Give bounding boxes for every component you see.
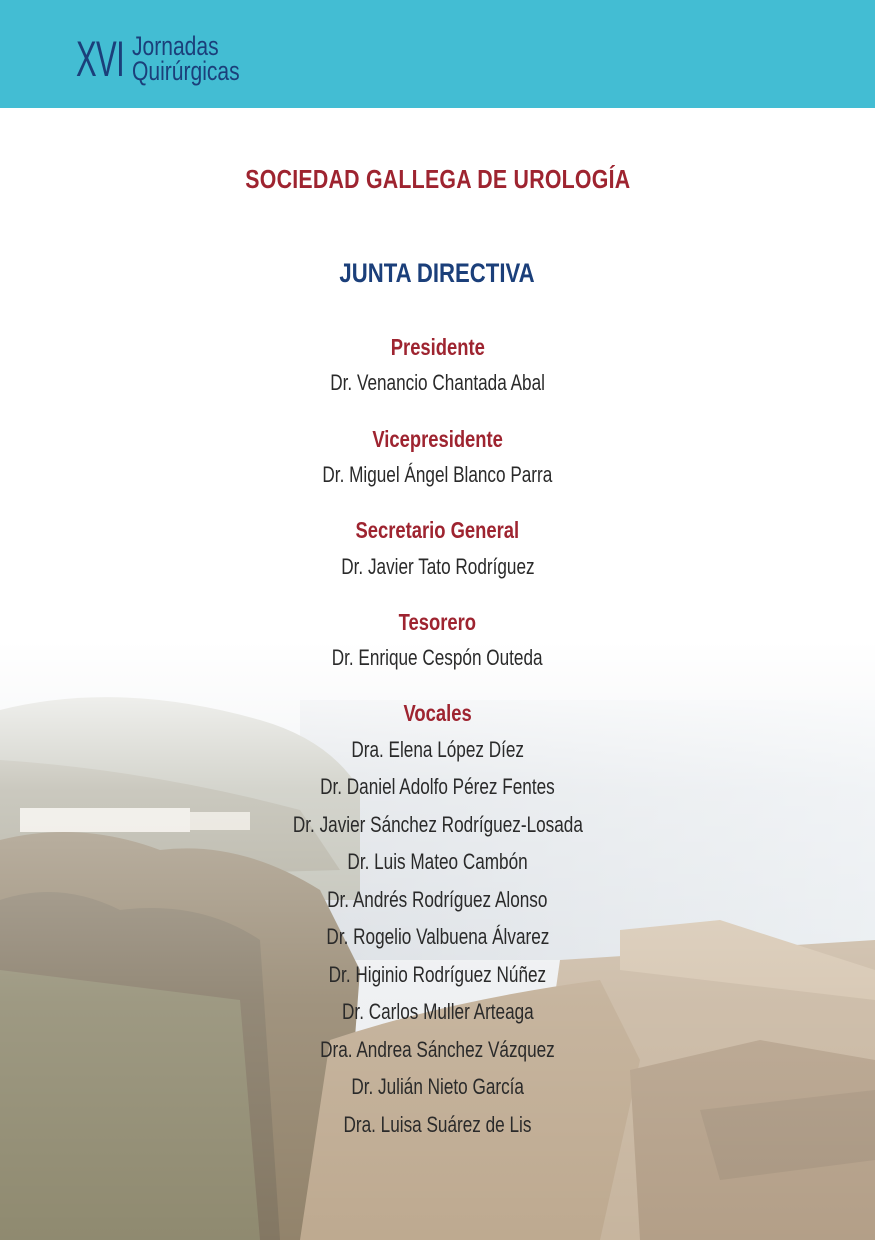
logo-line-2: Quirúrgicas xyxy=(132,56,240,86)
vocal-name: Dr. Higinio Rodríguez Núñez xyxy=(328,962,547,987)
vocales-label: Vocales xyxy=(403,700,472,726)
logo-wordmark xyxy=(132,31,240,86)
vicepresident-name: Dr. Miguel Ángel Blanco Parra xyxy=(322,462,553,487)
vocal-name: Dra. Elena López Díez xyxy=(351,737,524,762)
secretary-name: Dr. Javier Tato Rodríguez xyxy=(340,554,535,579)
vocal-name: Dr. Rogelio Valbuena Álvarez xyxy=(326,924,549,949)
logo-line-1: Jornadas xyxy=(132,31,219,61)
vicepresident-label: Vicepresidente xyxy=(372,426,503,452)
secretary-label: Secretario General xyxy=(355,517,520,543)
vocal-name: Dr. Andrés Rodríguez Alonso xyxy=(327,887,548,912)
logo-roman-numeral: XVI xyxy=(76,31,125,87)
president-name: Dr. Venancio Chantada Abal xyxy=(330,370,545,395)
vocal-name: Dr. Javier Sánchez Rodríguez-Losada xyxy=(292,812,583,837)
treasurer-label: Tesorero xyxy=(398,609,477,635)
vocal-name: Dr. Daniel Adolfo Pérez Fentes xyxy=(320,774,555,799)
vocal-name: Dr. Julián Nieto García xyxy=(351,1074,524,1099)
vocal-name: Dr. Luis Mateo Cambón xyxy=(347,849,528,874)
vocal-name: Dra. Luisa Suárez de Lis xyxy=(343,1112,532,1137)
treasurer-name: Dr. Enrique Cespón Outeda xyxy=(332,645,543,670)
vocal-name: Dr. Carlos Muller Arteaga xyxy=(341,999,534,1024)
board-title: JUNTA DIRECTIVA xyxy=(339,258,536,288)
header-bar xyxy=(0,0,875,108)
society-title: SOCIEDAD GALLEGA DE UROLOGÍA xyxy=(244,164,631,194)
president-label: Presidente xyxy=(390,334,485,360)
vocal-name: Dra. Andrea Sánchez Vázquez xyxy=(320,1037,555,1062)
